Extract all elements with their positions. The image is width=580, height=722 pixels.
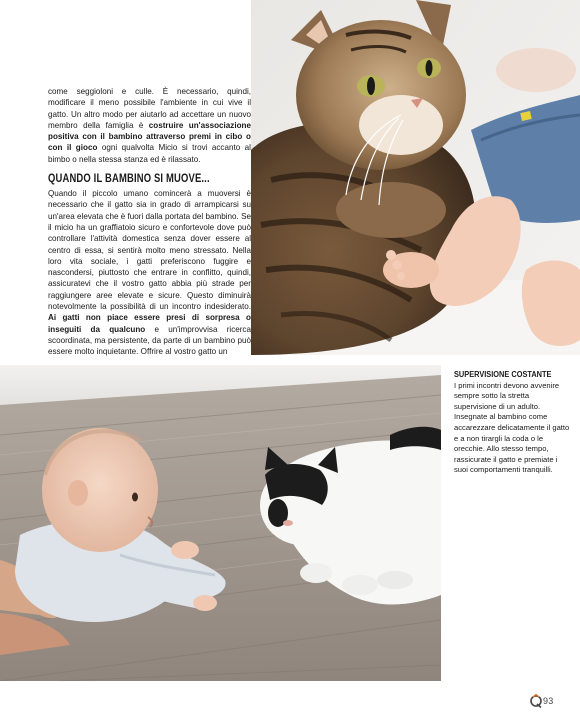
photo-tabby-cat-with-baby <box>251 0 580 355</box>
sidebar-title: SUPERVISIONE COSTANTE <box>454 369 552 379</box>
text-run: come seggioloni e culle. È necessario, quindi, modificare il meno possibile l'ambiente in cui vive il gatto. Un altro modo per aiutarlo ad accettare un nuovo membro della famiglia è <box>48 87 251 130</box>
article-column <box>48 86 251 358</box>
page-number: 93 <box>543 696 554 706</box>
baby-and-cat-illustration <box>0 365 441 681</box>
text-run: ogni qualvolta Micio si trovi accanto al bimbo o nella stessa stanza ed è rilassato. <box>48 143 251 164</box>
magazine-logo-icon <box>530 694 542 708</box>
text-run: e un'improvvisa ricerca scoordinata, ma persistente, da parte di un bambino può essere molto inquietante. Offrire al vostro gatto un <box>48 324 251 357</box>
bold-run: costruire un'associazione positiva con il bambino attraverso premi in cibo o con il gioco <box>48 120 251 153</box>
article-paragraph-1 <box>48 86 251 165</box>
tabby-cat-illustration <box>251 0 580 355</box>
bold-run: Ai gatti non piace essere presi di sorpresa o inseguiti da qualcuno <box>48 313 251 334</box>
text-run: Quando il piccolo umano comincerà a muoversi è necessario che il gatto sia in grado di arrampicarsi su un'area elevata che è fuori dalla portata del bambino. Se il micio ha un graffiatoio sicuro e confortevole dove può controllare l'attività domestica senza dover essere al centro di essa, si sentirà molto meno stressato. Nella loro vita sociale, i gatti preferiscono fuggire e nascondersi, piuttosto che entrare in conflitto, quindi, assicuratevi che il vostro gatto abbia più strade per raggiungere aree elevate e sicure. Questo diminuirà notevolmente la possibilità di un incontro indesiderato. <box>48 189 251 312</box>
photo-baby-with-bw-cat <box>0 365 441 681</box>
article-paragraph-2 <box>48 188 251 357</box>
section-heading: QUANDO IL BAMBINO SI MUOVE... <box>48 173 210 186</box>
sidebar-body: I primi incontri devono avvenire sempre sotto la stretta supervisione di un adulto. Insegnate al bambino come accarezzare delicatamente il gatto e a non tirargli la coda o le orecchie. Allo stesso tempo, rassicurate il gatto e premiate i suoi comportamenti tranquilli. <box>454 380 570 475</box>
sidebar-box <box>454 369 572 476</box>
page-folio <box>530 693 554 709</box>
